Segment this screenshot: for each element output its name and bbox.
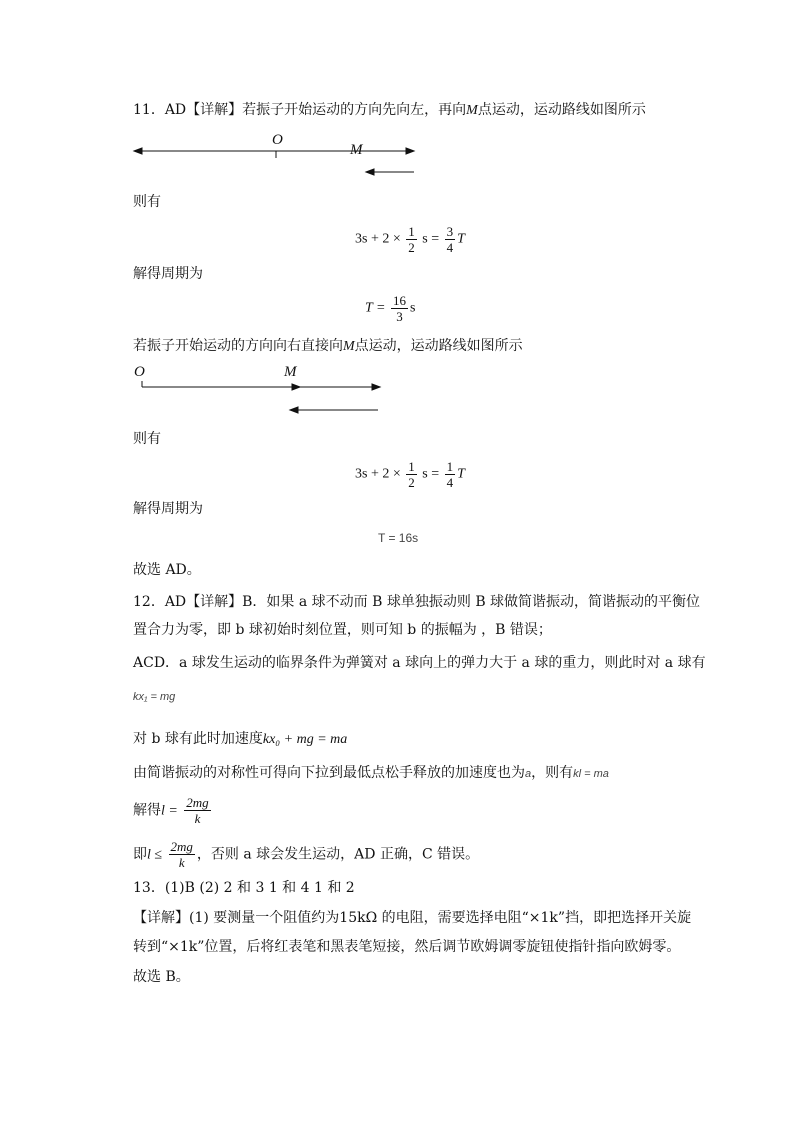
eq1-rhs-den: 4 <box>446 240 454 255</box>
eq3-mid: s = <box>422 466 440 482</box>
equation-3 <box>355 459 465 490</box>
equation-4: T = 16s <box>378 531 419 545</box>
case2-b: 点运动，运动路线如图所示 <box>354 338 523 354</box>
eq1-half <box>406 224 417 255</box>
header-tail: 点运动，运动路线如图所示 <box>477 102 646 118</box>
p12-line7-lhs: l ≤ <box>147 847 163 863</box>
p12-line7-num: 2mg <box>170 839 193 854</box>
eq3-rhs-den: 4 <box>446 475 454 490</box>
p12-line5-mid: ，则有 <box>531 765 574 781</box>
p12-line6-num: 2mg <box>186 795 209 810</box>
eq1-half-den: 2 <box>408 240 415 255</box>
eq3-half <box>406 459 417 490</box>
eq1-rhs-num: 3 <box>446 224 454 239</box>
motion-diagram-1 <box>134 148 414 175</box>
motion-diagram-2 <box>142 381 380 413</box>
p12-line6-text: 解得 <box>133 802 161 819</box>
fig1-label-m: M <box>350 142 363 158</box>
p12-eq-kx: kx₁ = mg <box>133 691 176 703</box>
equation-1 <box>355 224 465 255</box>
case2-text <box>133 337 523 356</box>
solve-text-2: 解得周期为 <box>133 501 203 517</box>
eq3-var: T <box>457 466 465 482</box>
p12-line1: 12．AD【详解】B．如果 a 球不动而 B 球单独振动则 B 球做简谐振动，简谐振动的平衡位 <box>133 594 701 610</box>
fig2-label-o: O <box>134 364 145 380</box>
p12-line7 <box>133 839 479 870</box>
eq1-half-num: 1 <box>408 224 415 239</box>
p12-line4-eq: kx₀ + mg = ma <box>262 732 348 747</box>
eq1-var: T <box>457 231 465 247</box>
eq2-den: 3 <box>396 309 403 324</box>
arrow-left-head <box>134 148 142 154</box>
equation-2 <box>365 293 415 324</box>
p12-line7-tail: ，否则 a 球会发生运动，AD 正确，C 错误。 <box>196 846 480 863</box>
fig2-label-m: M <box>284 364 297 380</box>
p12-line4-text: 对 b 球有此时加速度 <box>133 731 263 747</box>
p12-line5-eq: kl = ma <box>573 768 609 780</box>
p12-line2: 置合力为零，即 b 球初始时刻位置，则可知 b 的振幅为 ，B 错误； <box>133 622 552 638</box>
eq3-rhs-frac <box>445 459 456 490</box>
return-arrow-head <box>366 169 374 175</box>
p13-detail1: 【详解】(1) 要测量一个阻值约为15kΩ 的电阻，需要选择电阻“×1k”挡，即把选择开关旋 <box>133 910 692 926</box>
p12-line5 <box>133 764 609 783</box>
arrow-mid-head <box>292 384 300 390</box>
p12-line6 <box>133 795 213 826</box>
conclusion-11: 故选 AD。 <box>133 562 201 578</box>
eq1-rhs-frac <box>445 224 456 255</box>
case2-m: M <box>343 339 355 354</box>
eq2-unit: s <box>409 300 416 316</box>
eq2-num: 16 <box>392 293 406 308</box>
eq2-frac <box>391 293 408 324</box>
p13-answers: 13．(1)B (2) 2 和 3 1 和 4 1 和 2 <box>133 880 355 896</box>
then-text-2: 则有 <box>133 431 161 447</box>
fig1-label-o: O <box>272 132 283 148</box>
eq1-lhs: 3s + 2 × <box>355 231 401 247</box>
eq3-half-den: 2 <box>408 475 415 490</box>
p12-line3: ACD．a 球发生运动的临界条件为弹簧对 a 球向上的弹力大于 a 球的重力，则此时对 a 球有 <box>133 655 706 671</box>
p12-line4 <box>133 730 347 749</box>
eq3-half-num: 1 <box>408 459 415 474</box>
return-arrow-head <box>290 407 298 413</box>
p12-line6-frac <box>184 795 210 826</box>
eq3-lhs: 3s + 2 × <box>355 466 401 482</box>
p12-line7-frac <box>169 839 195 870</box>
p12-line5-text: 由简谐振动的对称性可得向下拉到最低点松手释放的加速度也为 <box>133 765 525 781</box>
arrow-right-head <box>372 384 380 390</box>
arrow-right-head <box>406 148 414 154</box>
header-text: 11．AD【详解】若振子开始运动的方向先向左，再向 <box>133 102 467 118</box>
case2-a: 若振子开始运动的方向向右直接向 <box>133 338 343 354</box>
p12-line6-lhs: l = <box>161 803 178 819</box>
solve-text-1: 解得周期为 <box>133 266 203 282</box>
p12-line5-a: a <box>525 768 532 780</box>
p12-line6-den: k <box>194 811 201 826</box>
eq2-lhs: T = <box>365 300 386 316</box>
point-m: M <box>466 103 478 118</box>
eq1-mid: s = <box>422 231 440 247</box>
then-text-1: 则有 <box>133 194 161 210</box>
p13-detail2: 转到“×1k”位置，后将红表笔和黑表笔短接，然后调节欧姆调零旋钮使指针指向欧姆零。 <box>133 939 681 955</box>
problem11-header <box>133 101 646 120</box>
eq3-rhs-num: 1 <box>446 459 454 474</box>
p12-line7-den: k <box>178 855 185 870</box>
p13-conclusion: 故选 B。 <box>133 969 190 985</box>
p12-line7-text: 即 <box>133 846 147 863</box>
